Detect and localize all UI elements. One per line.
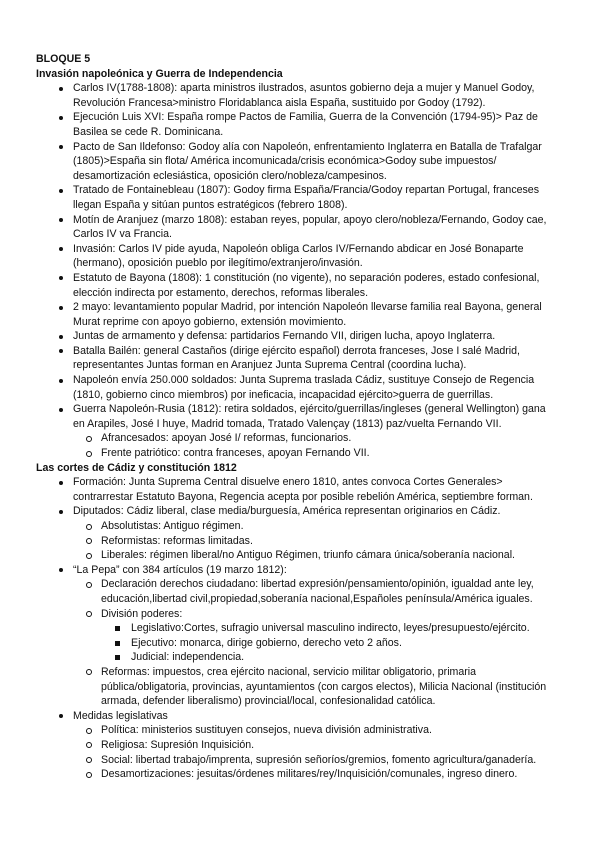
sublist — [73, 723, 560, 781]
list-item-text: Medidas legislativas — [73, 709, 168, 722]
list-item: Batalla Bailén: general Castaños (dirige ejército español) derrota franceses, Jose I salé Madrid, representantes Juntas forman en Aranjuez Junta Suprema Central (coordina lucha). — [36, 344, 560, 373]
list-item: Napoleón envía 250.000 soldados: Junta Suprema traslada Cádiz, sustituye Consejo de Regencia (1810, gobierno cinco miembros) por ineficacia, incapacidad ejército>guerra de guerrillas. — [36, 373, 560, 402]
list-item: Pacto de San Ildefonso: Godoy alía con Napoleón, enfrentamiento Inglaterra en Batalla de Trafalgar (1805)>España sin flota/ América incomunicada/crisis económica>Godoy sube impuestos/ desamortización eclesiástica, oposición clero/nobleza/campesinos. — [36, 140, 560, 184]
list-item: Tratado de Fontainebleau (1807): Godoy firma España/Francia/Godoy repartan Portugal, franceses llegan España y sitúan puntos estratégicos (febrero 1808). — [36, 183, 560, 212]
subsublist — [101, 621, 560, 665]
list-item — [36, 402, 560, 460]
list-item-text: Diputados: Cádiz liberal, clase media/burguesía, América representan originarios en Cádiz. — [73, 505, 501, 518]
list-item: Ejecución Luis XVI: España rompe Pactos de Familia, Guerra de la Convención (1794-95)> Paz de Basilea se cede R. Dominicana. — [36, 110, 560, 139]
subsublist-item: Legislativo:Cortes, sufragio universal masculino indirecto, leyes/presupuesto/ejército. — [101, 621, 560, 636]
list-item — [36, 709, 560, 782]
list-item: Carlos IV(1788-1808): aparta ministros ilustrados, asuntos gobierno deja a mujer y Manuel Godoy, Revolución Francesa>ministro Floridablanca aisla España, sustituido por Godoy (1792). — [36, 81, 560, 110]
sublist-item: Reformistas: reformas limitadas. — [73, 534, 560, 549]
sublist-item: Declaración derechos ciudadano: libertad expresión/pensamiento/opinión, igualdad ante ley, educación,libertad civil,propiedad,soberanía nacional,Españoles península/América iguales. — [73, 577, 560, 606]
sublist — [73, 431, 560, 460]
list-item: Estatuto de Bayona (1808): 1 constitución (no vigente), no separación poderes, estado confesional, elección indirecta por estamento, derechos, reformas liberales. — [36, 271, 560, 300]
list-item — [36, 504, 560, 562]
sublist-item: Reformas: impuestos, crea ejército nacional, servicio militar obligatorio, primaria pública/obligatoria, provincias, ayuntamientos (con cargos electos), Milicia Nacional (institución armada, defender liberalismo) provincial/local, confesionalidad católica. — [73, 665, 560, 709]
list-item — [36, 563, 560, 709]
section-heading-invasion: Invasión napoleónica y Guerra de Independencia — [36, 67, 283, 80]
subsublist-item: Ejecutivo: monarca, dirige gobierno, derecho veto 2 años. — [101, 636, 560, 651]
sublist-item — [73, 607, 560, 665]
sublist-item: Frente patriótico: contra franceses, apoyan Fernando VII. — [73, 446, 560, 461]
section-heading-cortes: Las cortes de Cádiz y constitución 1812 — [36, 461, 237, 474]
list-item: Formación: Junta Suprema Central disuelve enero 1810, antes convoca Cortes Generales> contrarrestar Estatuto Bayona, Regencia acepta por posible rebelión América, septiembre forman. — [36, 475, 560, 504]
sublist-item: Desamortizaciones: jesuitas/órdenes militares/rey/Inquisición/comunales, ingreso dinero. — [73, 767, 560, 782]
list-item: Juntas de armamento y defensa: partidarios Fernando VII, dirigen lucha, apoyo Inglaterra. — [36, 329, 560, 344]
sublist — [73, 519, 560, 563]
sublist — [73, 577, 560, 708]
cortes-list — [36, 475, 560, 781]
list-item: Motín de Aranjuez (marzo 1808): estaban reyes, popular, apoyo clero/nobleza/Fernando, Godoy cae, Carlos IV va Francia. — [36, 213, 560, 242]
sublist-item: Social: libertad trabajo/imprenta, supresión señoríos/gremios, fomento agricultura/ganadería. — [73, 753, 560, 768]
list-item: Invasión: Carlos IV pide ayuda, Napoleón obliga Carlos IV/Fernando abdicar en José Bonaparte (hermano), oposición pueblo por ilegítimo/extranjero/invasión. — [36, 242, 560, 271]
list-item-text: “La Pepa” con 384 artículos (19 marzo 1812): — [73, 563, 287, 576]
subsublist-item: Judicial: independencia. — [101, 650, 560, 665]
block-title: BLOQUE 5 — [36, 53, 91, 65]
sublist-item: Política: ministerios sustituyen consejos, nueva división administrativa. — [73, 723, 560, 738]
sublist-item: Religiosa: Supresión Inquisición. — [73, 738, 560, 753]
invasion-list — [36, 81, 560, 460]
sublist-item: Absolutistas: Antiguo régimen. — [73, 519, 560, 534]
sublist-item: Liberales: régimen liberal/no Antiguo Régimen, triunfo cámara única/soberanía nacional. — [73, 548, 560, 563]
list-item: 2 mayo: levantamiento popular Madrid, por intención Napoleón llevarse familia real Bayona, general Murat reprime con apoyo gobierno, extensión movimiento. — [36, 300, 560, 329]
list-item-text: Guerra Napoleón-Rusia (1812): retira soldados, ejército/guerrillas/ingleses (general Wellington) gana en Arapiles, José I huye, Madrid tomada, Tratado Valençay (1813) paz/vuelta Fernando VII. — [73, 403, 546, 430]
sublist-item: Afrancesados: apoyan José I/ reformas, funcionarios. — [73, 431, 560, 446]
sublist-item-text: División poderes: — [101, 607, 183, 620]
